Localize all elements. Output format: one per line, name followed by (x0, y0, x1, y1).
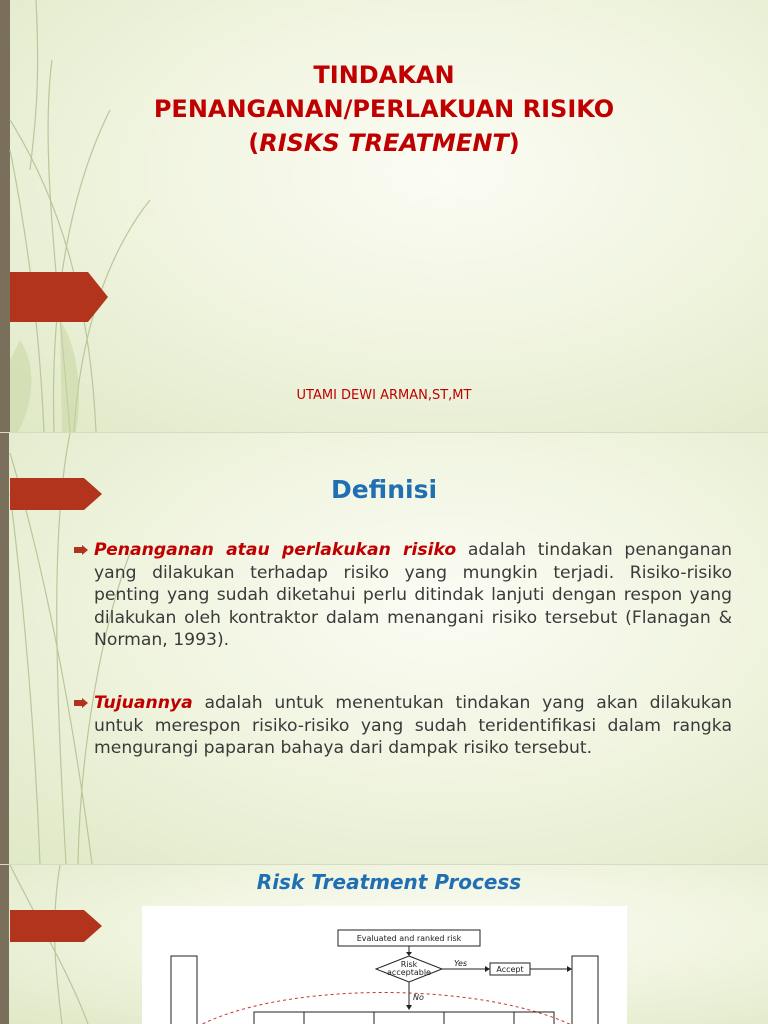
yes-label: Yes (454, 959, 468, 968)
treatment-options-row (254, 1012, 554, 1024)
decision-label-1: Risk (400, 960, 418, 969)
title-line-3 (0, 126, 768, 160)
right-side-box (572, 956, 598, 1024)
title-line-2: PENANGANAN/PERLAKUAN RISIKO (153, 95, 615, 123)
title-close-paren: ) (508, 129, 520, 157)
dashed-boundary-arc (182, 993, 592, 1024)
bullet-arrow-icon (74, 545, 88, 555)
title-slide (0, 0, 768, 432)
risk-treatment-diagram (142, 906, 627, 1024)
definition-slide (0, 433, 768, 864)
arrow-tab-marker (10, 272, 110, 322)
title-open-paren: ( (248, 129, 260, 157)
process-slide (0, 865, 768, 1024)
bullet-2-emphasis: Tujuannya (94, 693, 193, 713)
bullet-1-text: adalah tindakan penanganan yang dilakukan terhadap risiko yang mungkin terjadi. Risiko-risiko penting yang sudah diketahui perlu ditindak lanjuti dengan respon yang dilakukan oleh kontraktor dalam menangani risiko tersebut (Flanagan & Norman, 1993). (94, 540, 732, 651)
evaluated-risk-label: Evaluated and ranked risk (356, 934, 462, 943)
title-line-1: TINDAKAN (313, 61, 455, 89)
no-label: No (413, 993, 424, 1002)
section-heading: Risk Treatment Process (256, 870, 522, 894)
bullet-2-text: adalah untuk menentukan tindakan yang akan dilakukan untuk merespon risiko-risiko yang sudah teridentifikasi dalam rangka mengurangi paparan bahaya dari dampak risiko tersebut. (94, 693, 732, 759)
bullet-paragraph-2 (78, 692, 732, 760)
author-name: UTAMI DEWI ARMAN,ST,MT (296, 388, 472, 403)
bullet-arrow-icon (74, 698, 88, 708)
bullet-paragraph-1 (78, 539, 732, 652)
arrow-tab-marker (10, 910, 104, 942)
title-italic-term: RISKS TREATMENT (259, 129, 509, 157)
bullet-1-emphasis: Penanganan atau perlakukan risiko (94, 540, 457, 560)
section-heading: Definisi (330, 475, 438, 504)
decision-label-2: acceptable (387, 968, 431, 977)
slide-title (0, 58, 768, 160)
flowchart (142, 906, 627, 1024)
accept-label: Accept (496, 965, 524, 974)
left-side-box (171, 956, 197, 1024)
